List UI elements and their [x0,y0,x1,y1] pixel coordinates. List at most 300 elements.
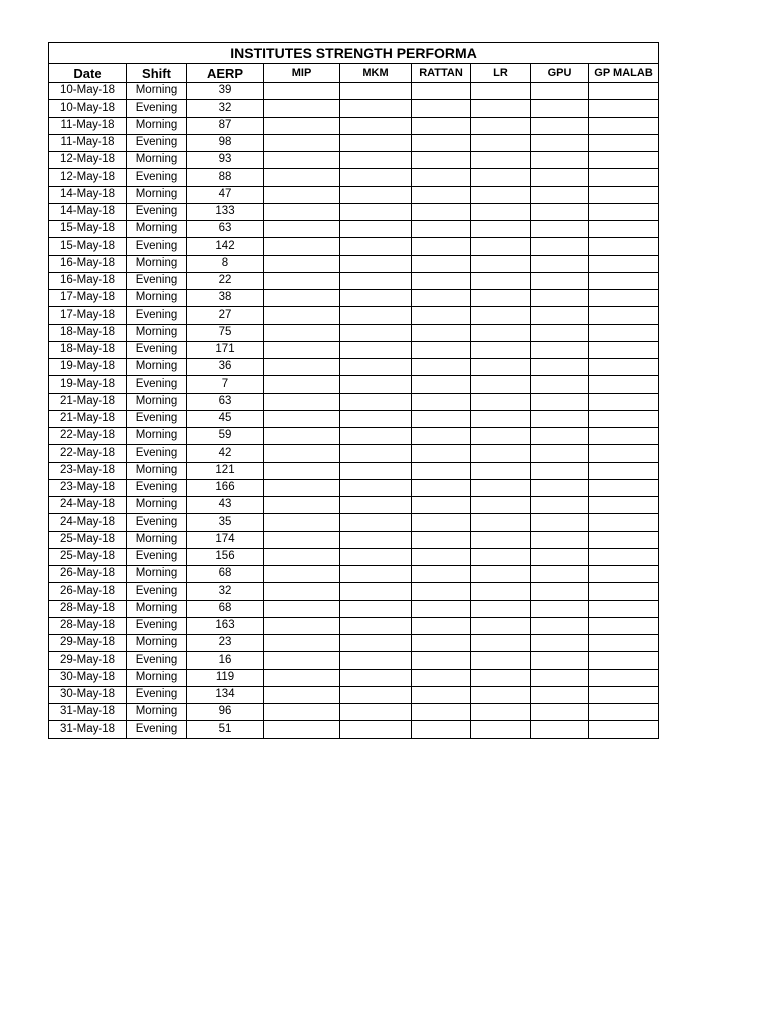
cell-lr[interactable] [471,583,531,600]
cell-mip[interactable] [264,134,340,151]
column-header-lr[interactable]: LR [471,64,531,83]
cell-lr[interactable] [471,221,531,238]
cell-gpu[interactable] [531,359,589,376]
cell-rattan[interactable] [412,652,471,669]
cell-gpu[interactable] [531,186,589,203]
cell-mip[interactable] [264,410,340,427]
cell-date[interactable]: 17-May-18 [49,307,127,324]
cell-rattan[interactable] [412,100,471,117]
cell-aerp[interactable]: 75 [187,324,264,341]
cell-shift[interactable]: Morning [127,462,187,479]
cell-lr[interactable] [471,307,531,324]
cell-gpu[interactable] [531,152,589,169]
cell-gpu[interactable] [531,548,589,565]
cell-rattan[interactable] [412,428,471,445]
cell-aerp[interactable]: 7 [187,376,264,393]
cell-gp-malab[interactable] [589,376,659,393]
cell-aerp[interactable]: 32 [187,583,264,600]
cell-gpu[interactable] [531,169,589,186]
cell-shift[interactable]: Morning [127,152,187,169]
cell-shift[interactable]: Morning [127,255,187,272]
cell-aerp[interactable]: 16 [187,652,264,669]
cell-rattan[interactable] [412,117,471,134]
cell-rattan[interactable] [412,186,471,203]
column-header-gpu[interactable]: GPU [531,64,589,83]
cell-shift[interactable]: Morning [127,669,187,686]
column-header-shift[interactable]: Shift [127,64,187,83]
cell-date[interactable]: 28-May-18 [49,600,127,617]
column-header-date[interactable]: Date [49,64,127,83]
cell-date[interactable]: 24-May-18 [49,514,127,531]
cell-gp-malab[interactable] [589,479,659,496]
cell-gpu[interactable] [531,445,589,462]
cell-gp-malab[interactable] [589,497,659,514]
cell-date[interactable]: 17-May-18 [49,290,127,307]
cell-gp-malab[interactable] [589,117,659,134]
cell-gpu[interactable] [531,376,589,393]
cell-rattan[interactable] [412,203,471,220]
cell-rattan[interactable] [412,255,471,272]
cell-mkm[interactable] [340,238,412,255]
cell-shift[interactable]: Evening [127,376,187,393]
cell-gpu[interactable] [531,393,589,410]
cell-mkm[interactable] [340,186,412,203]
cell-shift[interactable]: Evening [127,548,187,565]
cell-date[interactable]: 29-May-18 [49,652,127,669]
cell-mip[interactable] [264,203,340,220]
cell-gp-malab[interactable] [589,652,659,669]
cell-lr[interactable] [471,238,531,255]
cell-mkm[interactable] [340,324,412,341]
cell-aerp[interactable]: 38 [187,290,264,307]
cell-date[interactable]: 30-May-18 [49,669,127,686]
cell-mkm[interactable] [340,272,412,289]
cell-aerp[interactable]: 36 [187,359,264,376]
cell-aerp[interactable]: 166 [187,479,264,496]
cell-lr[interactable] [471,203,531,220]
cell-date[interactable]: 24-May-18 [49,497,127,514]
cell-date[interactable]: 14-May-18 [49,203,127,220]
cell-date[interactable]: 26-May-18 [49,583,127,600]
cell-gpu[interactable] [531,117,589,134]
cell-mip[interactable] [264,600,340,617]
cell-mkm[interactable] [340,617,412,634]
cell-gp-malab[interactable] [589,169,659,186]
cell-shift[interactable]: Evening [127,134,187,151]
cell-date[interactable]: 12-May-18 [49,169,127,186]
cell-mip[interactable] [264,635,340,652]
cell-shift[interactable]: Morning [127,186,187,203]
cell-shift[interactable]: Evening [127,721,187,738]
cell-gpu[interactable] [531,238,589,255]
cell-gp-malab[interactable] [589,134,659,151]
cell-aerp[interactable]: 63 [187,393,264,410]
cell-rattan[interactable] [412,410,471,427]
cell-mkm[interactable] [340,359,412,376]
cell-rattan[interactable] [412,221,471,238]
cell-date[interactable]: 22-May-18 [49,445,127,462]
cell-aerp[interactable]: 133 [187,203,264,220]
cell-shift[interactable]: Evening [127,238,187,255]
cell-date[interactable]: 15-May-18 [49,238,127,255]
cell-mip[interactable] [264,341,340,358]
cell-gpu[interactable] [531,83,589,100]
cell-shift[interactable]: Evening [127,341,187,358]
cell-date[interactable]: 31-May-18 [49,721,127,738]
cell-mkm[interactable] [340,462,412,479]
cell-mip[interactable] [264,514,340,531]
cell-aerp[interactable]: 96 [187,704,264,721]
cell-shift[interactable]: Morning [127,359,187,376]
cell-gpu[interactable] [531,290,589,307]
cell-rattan[interactable] [412,635,471,652]
cell-lr[interactable] [471,186,531,203]
cell-mip[interactable] [264,479,340,496]
cell-mkm[interactable] [340,203,412,220]
cell-mip[interactable] [264,721,340,738]
cell-mip[interactable] [264,376,340,393]
cell-gp-malab[interactable] [589,152,659,169]
cell-mip[interactable] [264,117,340,134]
cell-mip[interactable] [264,497,340,514]
cell-rattan[interactable] [412,600,471,617]
cell-date[interactable]: 26-May-18 [49,566,127,583]
cell-lr[interactable] [471,410,531,427]
cell-gp-malab[interactable] [589,462,659,479]
cell-mip[interactable] [264,531,340,548]
cell-mkm[interactable] [340,445,412,462]
cell-rattan[interactable] [412,566,471,583]
cell-aerp[interactable]: 156 [187,548,264,565]
cell-shift[interactable]: Evening [127,203,187,220]
cell-mkm[interactable] [340,514,412,531]
cell-shift[interactable]: Morning [127,393,187,410]
cell-lr[interactable] [471,272,531,289]
cell-mip[interactable] [264,462,340,479]
cell-mip[interactable] [264,393,340,410]
cell-gpu[interactable] [531,686,589,703]
cell-lr[interactable] [471,376,531,393]
sheet-title[interactable]: INSTITUTES STRENGTH PERFORMA [49,43,659,64]
cell-mip[interactable] [264,221,340,238]
cell-aerp[interactable]: 142 [187,238,264,255]
cell-date[interactable]: 23-May-18 [49,462,127,479]
cell-lr[interactable] [471,531,531,548]
cell-aerp[interactable]: 63 [187,221,264,238]
cell-gpu[interactable] [531,428,589,445]
cell-rattan[interactable] [412,272,471,289]
cell-mkm[interactable] [340,600,412,617]
cell-lr[interactable] [471,635,531,652]
cell-date[interactable]: 28-May-18 [49,617,127,634]
cell-gp-malab[interactable] [589,341,659,358]
cell-mkm[interactable] [340,548,412,565]
cell-gpu[interactable] [531,531,589,548]
cell-rattan[interactable] [412,548,471,565]
cell-mkm[interactable] [340,376,412,393]
cell-lr[interactable] [471,669,531,686]
cell-gp-malab[interactable] [589,238,659,255]
cell-date[interactable]: 15-May-18 [49,221,127,238]
cell-aerp[interactable]: 174 [187,531,264,548]
cell-mkm[interactable] [340,393,412,410]
cell-rattan[interactable] [412,376,471,393]
cell-rattan[interactable] [412,324,471,341]
cell-gpu[interactable] [531,566,589,583]
cell-shift[interactable]: Morning [127,290,187,307]
cell-shift[interactable]: Morning [127,497,187,514]
cell-aerp[interactable]: 39 [187,83,264,100]
cell-gp-malab[interactable] [589,600,659,617]
cell-date[interactable]: 19-May-18 [49,376,127,393]
cell-rattan[interactable] [412,479,471,496]
cell-shift[interactable]: Evening [127,617,187,634]
cell-gpu[interactable] [531,255,589,272]
column-header-aerp[interactable]: AERP [187,64,264,83]
cell-mkm[interactable] [340,721,412,738]
cell-mip[interactable] [264,100,340,117]
cell-gpu[interactable] [531,497,589,514]
cell-shift[interactable]: Evening [127,514,187,531]
cell-rattan[interactable] [412,497,471,514]
cell-gp-malab[interactable] [589,531,659,548]
cell-date[interactable]: 11-May-18 [49,117,127,134]
cell-gpu[interactable] [531,341,589,358]
cell-lr[interactable] [471,445,531,462]
cell-gp-malab[interactable] [589,445,659,462]
cell-rattan[interactable] [412,445,471,462]
cell-rattan[interactable] [412,704,471,721]
cell-aerp[interactable]: 68 [187,566,264,583]
cell-gp-malab[interactable] [589,100,659,117]
cell-lr[interactable] [471,497,531,514]
column-header-rattan[interactable]: RATTAN [412,64,471,83]
cell-rattan[interactable] [412,307,471,324]
cell-gpu[interactable] [531,479,589,496]
cell-rattan[interactable] [412,531,471,548]
cell-lr[interactable] [471,721,531,738]
cell-mip[interactable] [264,652,340,669]
cell-mkm[interactable] [340,497,412,514]
cell-shift[interactable]: Morning [127,324,187,341]
cell-gpu[interactable] [531,652,589,669]
cell-mip[interactable] [264,186,340,203]
cell-aerp[interactable]: 134 [187,686,264,703]
cell-gp-malab[interactable] [589,583,659,600]
cell-aerp[interactable]: 23 [187,635,264,652]
cell-date[interactable]: 10-May-18 [49,83,127,100]
cell-lr[interactable] [471,255,531,272]
cell-mip[interactable] [264,548,340,565]
cell-mkm[interactable] [340,410,412,427]
cell-mkm[interactable] [340,566,412,583]
cell-gp-malab[interactable] [589,272,659,289]
cell-lr[interactable] [471,341,531,358]
cell-shift[interactable]: Morning [127,566,187,583]
cell-gpu[interactable] [531,617,589,634]
cell-gp-malab[interactable] [589,617,659,634]
cell-gpu[interactable] [531,272,589,289]
cell-gp-malab[interactable] [589,290,659,307]
cell-mkm[interactable] [340,307,412,324]
cell-lr[interactable] [471,479,531,496]
cell-lr[interactable] [471,548,531,565]
cell-lr[interactable] [471,290,531,307]
cell-gpu[interactable] [531,669,589,686]
cell-lr[interactable] [471,152,531,169]
cell-mip[interactable] [264,238,340,255]
cell-aerp[interactable]: 93 [187,152,264,169]
cell-mip[interactable] [264,290,340,307]
cell-mkm[interactable] [340,134,412,151]
cell-mkm[interactable] [340,83,412,100]
cell-gpu[interactable] [531,134,589,151]
cell-gp-malab[interactable] [589,83,659,100]
cell-shift[interactable]: Morning [127,428,187,445]
cell-date[interactable]: 11-May-18 [49,134,127,151]
cell-mkm[interactable] [340,704,412,721]
cell-shift[interactable]: Evening [127,652,187,669]
cell-shift[interactable]: Evening [127,169,187,186]
cell-mip[interactable] [264,583,340,600]
cell-mkm[interactable] [340,255,412,272]
cell-gpu[interactable] [531,307,589,324]
cell-rattan[interactable] [412,359,471,376]
cell-aerp[interactable]: 88 [187,169,264,186]
column-header-mip[interactable]: MIP [264,64,340,83]
cell-mkm[interactable] [340,221,412,238]
cell-gp-malab[interactable] [589,566,659,583]
cell-aerp[interactable]: 119 [187,669,264,686]
cell-gpu[interactable] [531,324,589,341]
cell-mip[interactable] [264,169,340,186]
cell-aerp[interactable]: 47 [187,186,264,203]
cell-lr[interactable] [471,652,531,669]
cell-gp-malab[interactable] [589,203,659,220]
cell-gp-malab[interactable] [589,359,659,376]
cell-date[interactable]: 10-May-18 [49,100,127,117]
cell-lr[interactable] [471,169,531,186]
cell-aerp[interactable]: 45 [187,410,264,427]
cell-rattan[interactable] [412,583,471,600]
cell-shift[interactable]: Morning [127,221,187,238]
cell-date[interactable]: 23-May-18 [49,479,127,496]
cell-mip[interactable] [264,255,340,272]
cell-date[interactable]: 25-May-18 [49,548,127,565]
cell-shift[interactable]: Evening [127,307,187,324]
cell-rattan[interactable] [412,238,471,255]
cell-aerp[interactable]: 27 [187,307,264,324]
cell-mip[interactable] [264,428,340,445]
cell-shift[interactable]: Morning [127,704,187,721]
cell-rattan[interactable] [412,83,471,100]
cell-shift[interactable]: Morning [127,635,187,652]
cell-aerp[interactable]: 42 [187,445,264,462]
cell-date[interactable]: 18-May-18 [49,324,127,341]
cell-gpu[interactable] [531,514,589,531]
cell-mip[interactable] [264,83,340,100]
cell-date[interactable]: 19-May-18 [49,359,127,376]
cell-rattan[interactable] [412,617,471,634]
cell-rattan[interactable] [412,721,471,738]
cell-gpu[interactable] [531,462,589,479]
cell-gp-malab[interactable] [589,324,659,341]
cell-mkm[interactable] [340,583,412,600]
cell-gp-malab[interactable] [589,514,659,531]
cell-aerp[interactable]: 59 [187,428,264,445]
cell-rattan[interactable] [412,134,471,151]
cell-mkm[interactable] [340,635,412,652]
cell-lr[interactable] [471,393,531,410]
cell-aerp[interactable]: 171 [187,341,264,358]
cell-lr[interactable] [471,704,531,721]
cell-mkm[interactable] [340,669,412,686]
cell-lr[interactable] [471,428,531,445]
cell-mip[interactable] [264,566,340,583]
cell-mkm[interactable] [340,100,412,117]
cell-mkm[interactable] [340,290,412,307]
cell-rattan[interactable] [412,290,471,307]
cell-rattan[interactable] [412,669,471,686]
cell-lr[interactable] [471,117,531,134]
cell-rattan[interactable] [412,462,471,479]
cell-rattan[interactable] [412,152,471,169]
cell-rattan[interactable] [412,341,471,358]
cell-mkm[interactable] [340,652,412,669]
cell-mip[interactable] [264,445,340,462]
cell-gp-malab[interactable] [589,721,659,738]
cell-lr[interactable] [471,462,531,479]
cell-gp-malab[interactable] [589,669,659,686]
cell-date[interactable]: 29-May-18 [49,635,127,652]
cell-gpu[interactable] [531,721,589,738]
cell-date[interactable]: 22-May-18 [49,428,127,445]
cell-date[interactable]: 31-May-18 [49,704,127,721]
cell-mkm[interactable] [340,117,412,134]
cell-shift[interactable]: Morning [127,600,187,617]
column-header-gp-malab[interactable]: GP MALAB [589,64,659,83]
cell-gpu[interactable] [531,410,589,427]
cell-mkm[interactable] [340,428,412,445]
cell-mkm[interactable] [340,531,412,548]
cell-mip[interactable] [264,272,340,289]
cell-shift[interactable]: Evening [127,410,187,427]
cell-lr[interactable] [471,134,531,151]
cell-aerp[interactable]: 163 [187,617,264,634]
cell-gp-malab[interactable] [589,186,659,203]
cell-aerp[interactable]: 35 [187,514,264,531]
cell-rattan[interactable] [412,169,471,186]
cell-mip[interactable] [264,359,340,376]
cell-mkm[interactable] [340,152,412,169]
cell-aerp[interactable]: 121 [187,462,264,479]
cell-lr[interactable] [471,514,531,531]
cell-gp-malab[interactable] [589,393,659,410]
cell-shift[interactable]: Evening [127,272,187,289]
cell-gp-malab[interactable] [589,255,659,272]
cell-gpu[interactable] [531,100,589,117]
cell-gp-malab[interactable] [589,428,659,445]
cell-rattan[interactable] [412,393,471,410]
cell-shift[interactable]: Morning [127,83,187,100]
cell-lr[interactable] [471,686,531,703]
cell-date[interactable]: 14-May-18 [49,186,127,203]
cell-gpu[interactable] [531,600,589,617]
cell-rattan[interactable] [412,514,471,531]
cell-lr[interactable] [471,617,531,634]
cell-date[interactable]: 18-May-18 [49,341,127,358]
cell-mkm[interactable] [340,169,412,186]
